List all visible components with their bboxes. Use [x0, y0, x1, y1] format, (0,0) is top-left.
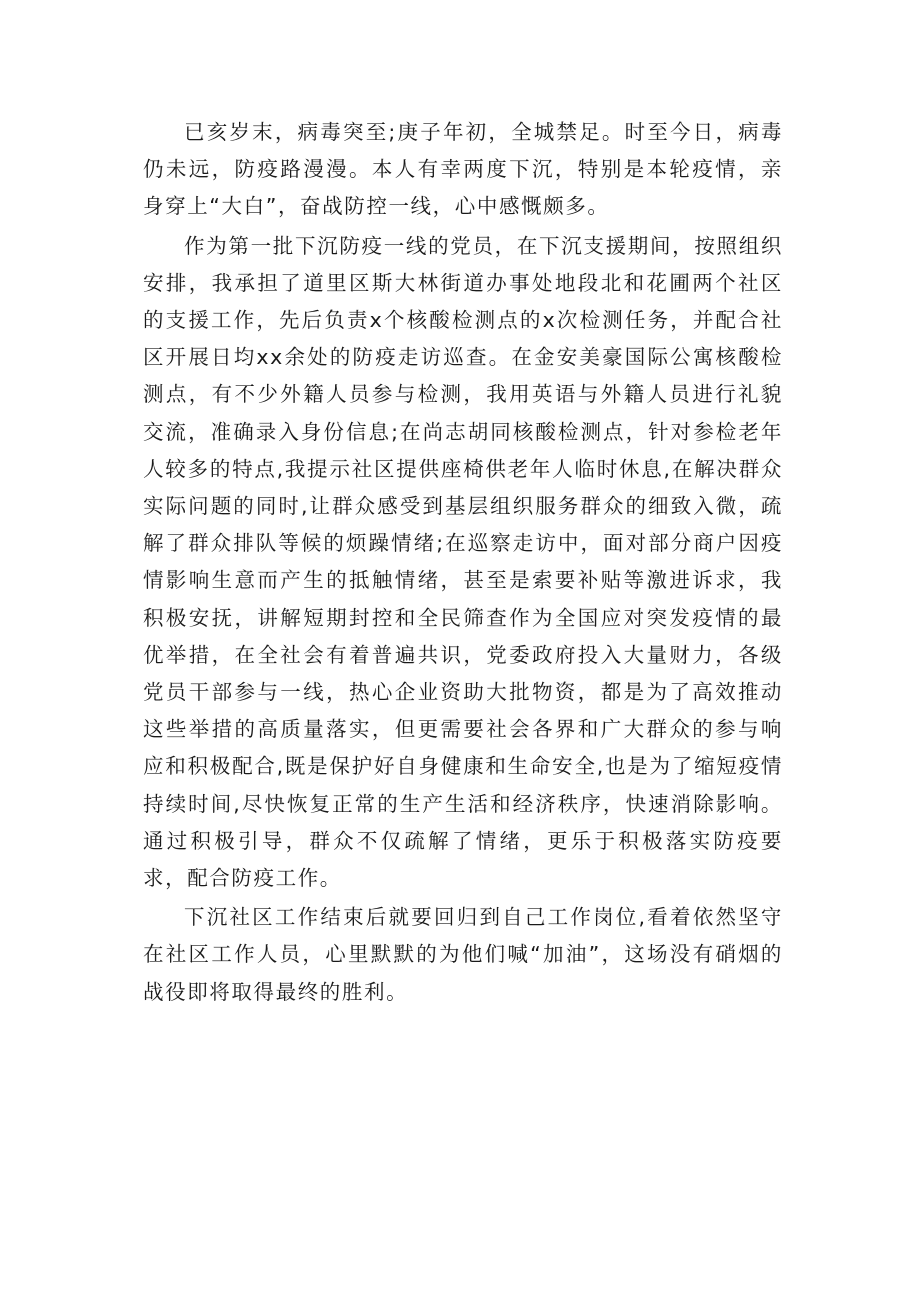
document-body: [143, 114, 783, 1011]
paragraph-2: 作为第一批下沉防疫一线的党员，在下沉支援期间，按照组织安排，我承担了道里区斯大林街道办事处地段北和花圃两个社区的支援工作，先后负责x个核酸检测点的x次检测任务，并配合社区开展日均xx余处的防疫走访巡查。在金安美豪国际公寓核酸检测点，有不少外籍人员参与检测，我用英语与外籍人员进行礼貌交流，准确录入身份信息;在尚志胡同核酸检测点，针对参检老年人较多的特点,我提示社区提供座椅供老年人临时休息,在解决群众实际问题的同时,让群众感受到基层组织服务群众的细致入微，疏解了群众排队等候的烦躁情绪;在巡察走访中，面对部分商户因疫情影响生意而产生的抵触情绪，甚至是索要补贴等激进诉求，我积极安抚，讲解短期封控和全民筛查作为全国应对突发疫情的最优举措，在全社会有着普遍共识，党委政府投入大量财力，各级党员干部参与一线，热心企业资助大批物资，都是为了高效推动这些举措的高质量落实，但更需要社会各界和广大群众的参与响应和积极配合,既是保护好自身健康和生命安全,也是为了缩短疫情持续时间,尽快恢复正常的生产生活和经济秩序，快速消除影响。通过积极引导，群众不仅疏解了情绪，更乐于积极落实防疫要求，配合防疫工作。: [143, 233, 783, 891]
paragraph-3: 下沉社区工作结束后就要回归到自己工作岗位,看着依然坚守在社区工作人员，心里默默的为他们喊“加油”，这场没有硝烟的战役即将取得最终的胜利。: [143, 905, 783, 1004]
paragraph-1: 已亥岁末，病毒突至;庚子年初，全城禁足。时至今日，病毒仍未远，防疫路漫漫。本人有幸两度下沉，特别是本轮疫情，亲身穿上“大白”，奋战防控一线，心中感慨颇多。: [143, 120, 783, 219]
